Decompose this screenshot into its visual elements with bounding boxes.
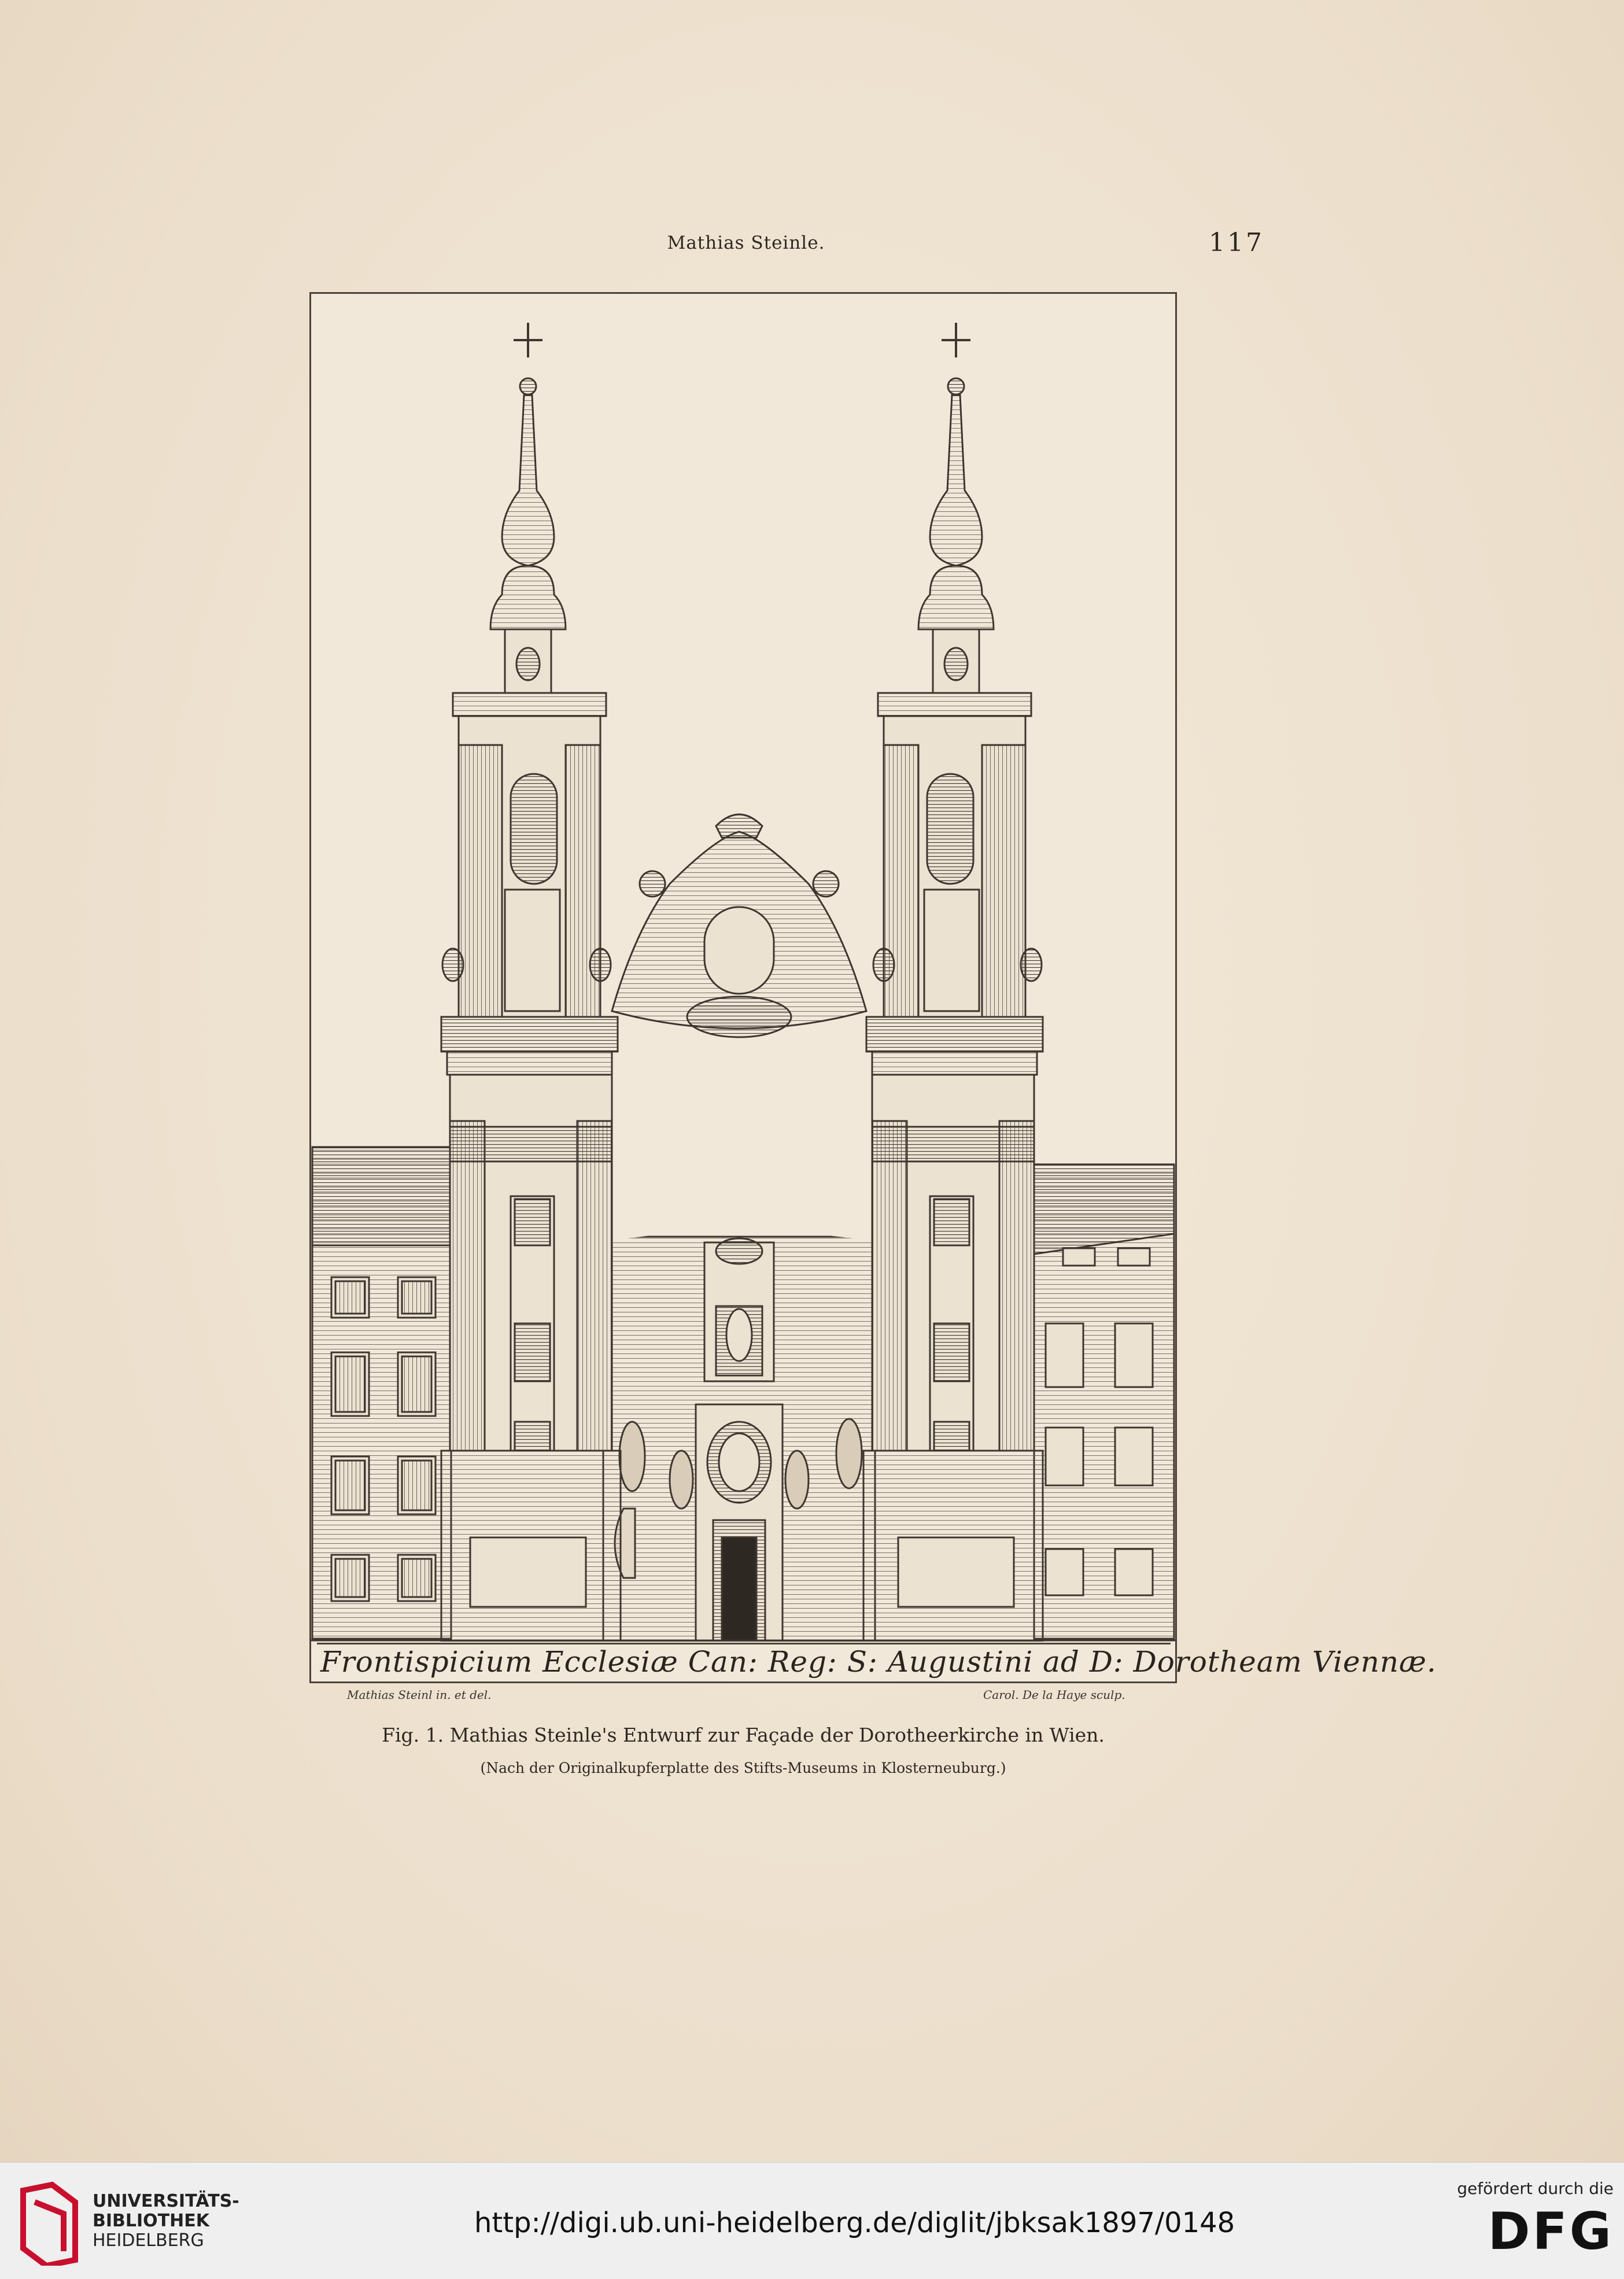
right-side-building [1034,1164,1174,1639]
engraving-plate [309,292,1437,1683]
figure-caption: Fig. 1. Mathias Steinle's Entwurf zur Façade der Dorotheerkirche in Wien. [382,1724,1105,1746]
digitization-footer [0,2162,1624,2279]
central-portal [603,1237,875,1642]
permalink-url[interactable]: http://digi.ub.uni-heidelberg.de/diglit/jbksak1897/0148 [474,2207,1235,2239]
figure-source-note: (Nach der Originalkupferplatte des Stifts-Museums in Klosterneuburg.) [480,1760,1006,1776]
library-name-line1: UNIVERSITÄTS- [93,2191,239,2211]
church-facade-engraving [311,294,1175,1642]
library-name-line2: BIBLIOTHEK [93,2211,209,2231]
ub-heidelberg-logo-icon[interactable] [17,2179,81,2268]
left-tower [441,323,621,1642]
page-number: 117 [1209,228,1264,257]
right-tower [863,323,1043,1642]
dfg-funding-block [1440,2179,1614,2261]
running-title: Mathias Steinle. [667,233,825,253]
engraving-title: Frontispicium Ecclesiæ Can: Reg: S: Augustini ad D: Dorotheam Viennæ. [317,1643,1171,1677]
engraving-credit-engraver: Carol. De la Haye sculp. [983,1688,1125,1702]
library-name-line3: HEIDELBERG [93,2230,204,2251]
cartouche-crest [612,814,866,1037]
left-side-building [312,1147,451,1639]
engraving-credit-designer: Mathias Steinl in. et del. [347,1688,492,1702]
dfg-logo[interactable]: DFG [1488,2201,1614,2261]
library-name [93,2192,239,2251]
funded-by-label: gefördert durch die [1457,2179,1614,2198]
